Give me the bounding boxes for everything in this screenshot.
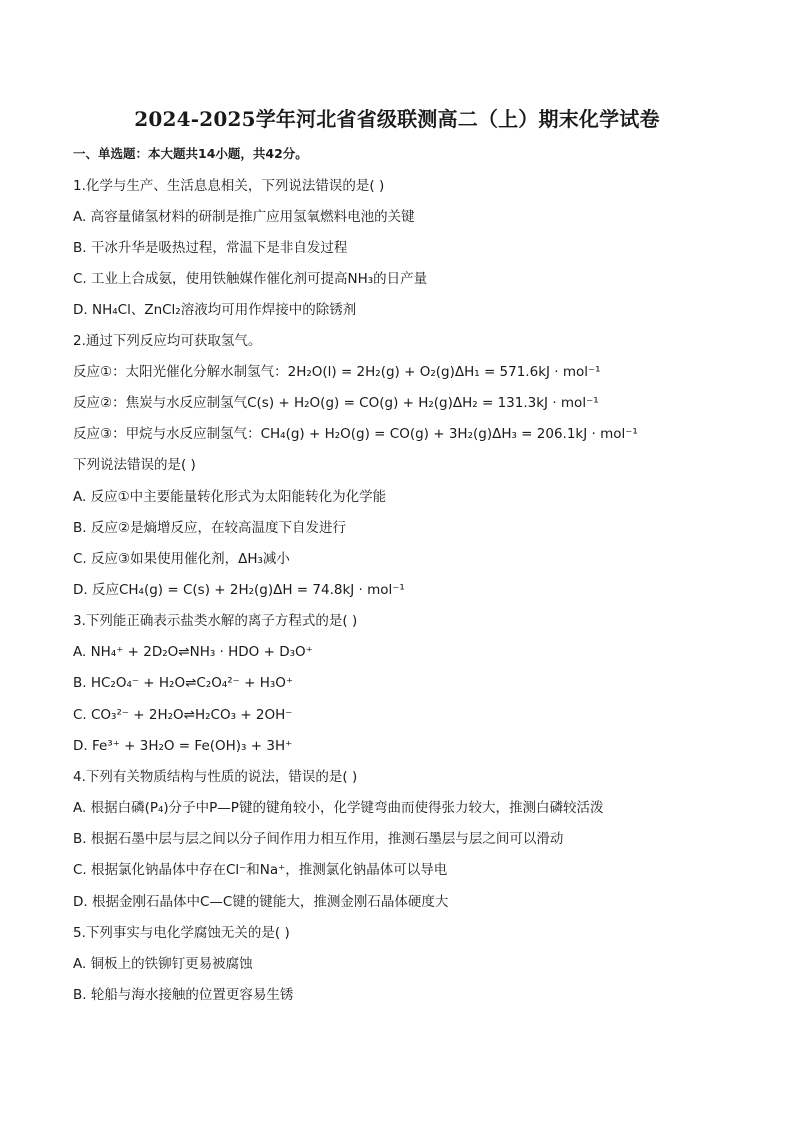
question-2-prompt: 下列说法错误的是( ) [73, 457, 196, 473]
question-2-reaction-2: 反应②：焦炭与水反应制氢气C(s) + H₂O(g) = CO(g) + H₂(g)ΔH₂ = 131.3kJ · mol⁻¹ [73, 395, 599, 411]
question-4-option-c: C. 根据氯化钠晶体中存在Cl⁻和Na⁺，推测氯化钠晶体可以导电 [73, 862, 448, 878]
question-1-stem: 1.化学与生产、生活息息相关，下列说法错误的是( ) [73, 178, 385, 194]
question-4-option-b: B. 根据石墨中层与层之间以分子间作用力相互作用，推测石墨层与层之间可以滑动 [73, 831, 564, 847]
question-2-option-b: B. 反应②是熵增反应，在较高温度下自发进行 [73, 520, 346, 536]
question-4-stem: 4.下列有关物质结构与性质的说法，错误的是( ) [73, 769, 358, 785]
page-title: 2024-2025学年河北省省级联测高二（上）期末化学试卷 [134, 107, 660, 131]
question-4-option-a: A. 根据白磷(P₄)分子中P—P键的键角较小，化学键弯曲而使得张力较大，推测白磷较活泼 [73, 800, 604, 816]
question-1-option-a: A. 高容量储氢材料的研制是推广应用氢氧燃料电池的关键 [73, 209, 415, 225]
question-1-option-c: C. 工业上合成氨，使用铁触媒作催化剂可提高NH₃的日产量 [73, 271, 428, 287]
question-5-stem: 5.下列事实与电化学腐蚀无关的是( ) [73, 925, 290, 941]
question-1-option-b: B. 干冰升华是吸热过程，常温下是非自发过程 [73, 240, 348, 256]
question-2-stem: 2.通过下列反应均可获取氢气。 [73, 333, 262, 349]
question-2-option-c: C. 反应③如果使用催化剂，ΔH₃减小 [73, 551, 290, 567]
question-3-option-c: C. CO₃²⁻ + 2H₂O⇌H₂CO₃ + 2OH⁻ [73, 707, 293, 723]
question-2-option-d: D. 反应CH₄(g) = C(s) + 2H₂(g)ΔH = 74.8kJ · mol⁻¹ [73, 582, 405, 598]
question-3-option-a: A. NH₄⁺ + 2D₂O⇌NH₃ · HDO + D₃O⁺ [73, 644, 313, 660]
question-3-option-d: D. Fe³⁺ + 3H₂O = Fe(OH)₃ + 3H⁺ [73, 738, 293, 754]
question-2-option-a: A. 反应①中主要能量转化形式为太阳能转化为化学能 [73, 489, 387, 505]
section-heading: 一、单选题：本大题共14小题，共42分。 [73, 146, 308, 161]
question-2-reaction-1: 反应①：太阳光催化分解水制氢气：2H₂O(l) = 2H₂(g) + O₂(g)ΔH₁ = 571.6kJ · mol⁻¹ [73, 364, 601, 380]
question-3-option-b: B. HC₂O₄⁻ + H₂O⇌C₂O₄²⁻ + H₃O⁺ [73, 675, 294, 691]
question-1-option-d: D. NH₄Cl、ZnCl₂溶液均可用作焊接中的除锈剂 [73, 302, 357, 318]
question-5-option-a: A. 铜板上的铁铆钉更易被腐蚀 [73, 956, 253, 972]
question-3-stem: 3.下列能正确表示盐类水解的离子方程式的是( ) [73, 613, 358, 629]
question-2-reaction-3: 反应③：甲烷与水反应制氢气：CH₄(g) + H₂O(g) = CO(g) + 3H₂(g)ΔH₃ = 206.1kJ · mol⁻¹ [73, 426, 638, 442]
question-5-option-b: B. 轮船与海水接触的位置更容易生锈 [73, 987, 294, 1003]
question-4-option-d: D. 根据金刚石晶体中C—C键的键能大，推测金刚石晶体硬度大 [73, 894, 449, 910]
